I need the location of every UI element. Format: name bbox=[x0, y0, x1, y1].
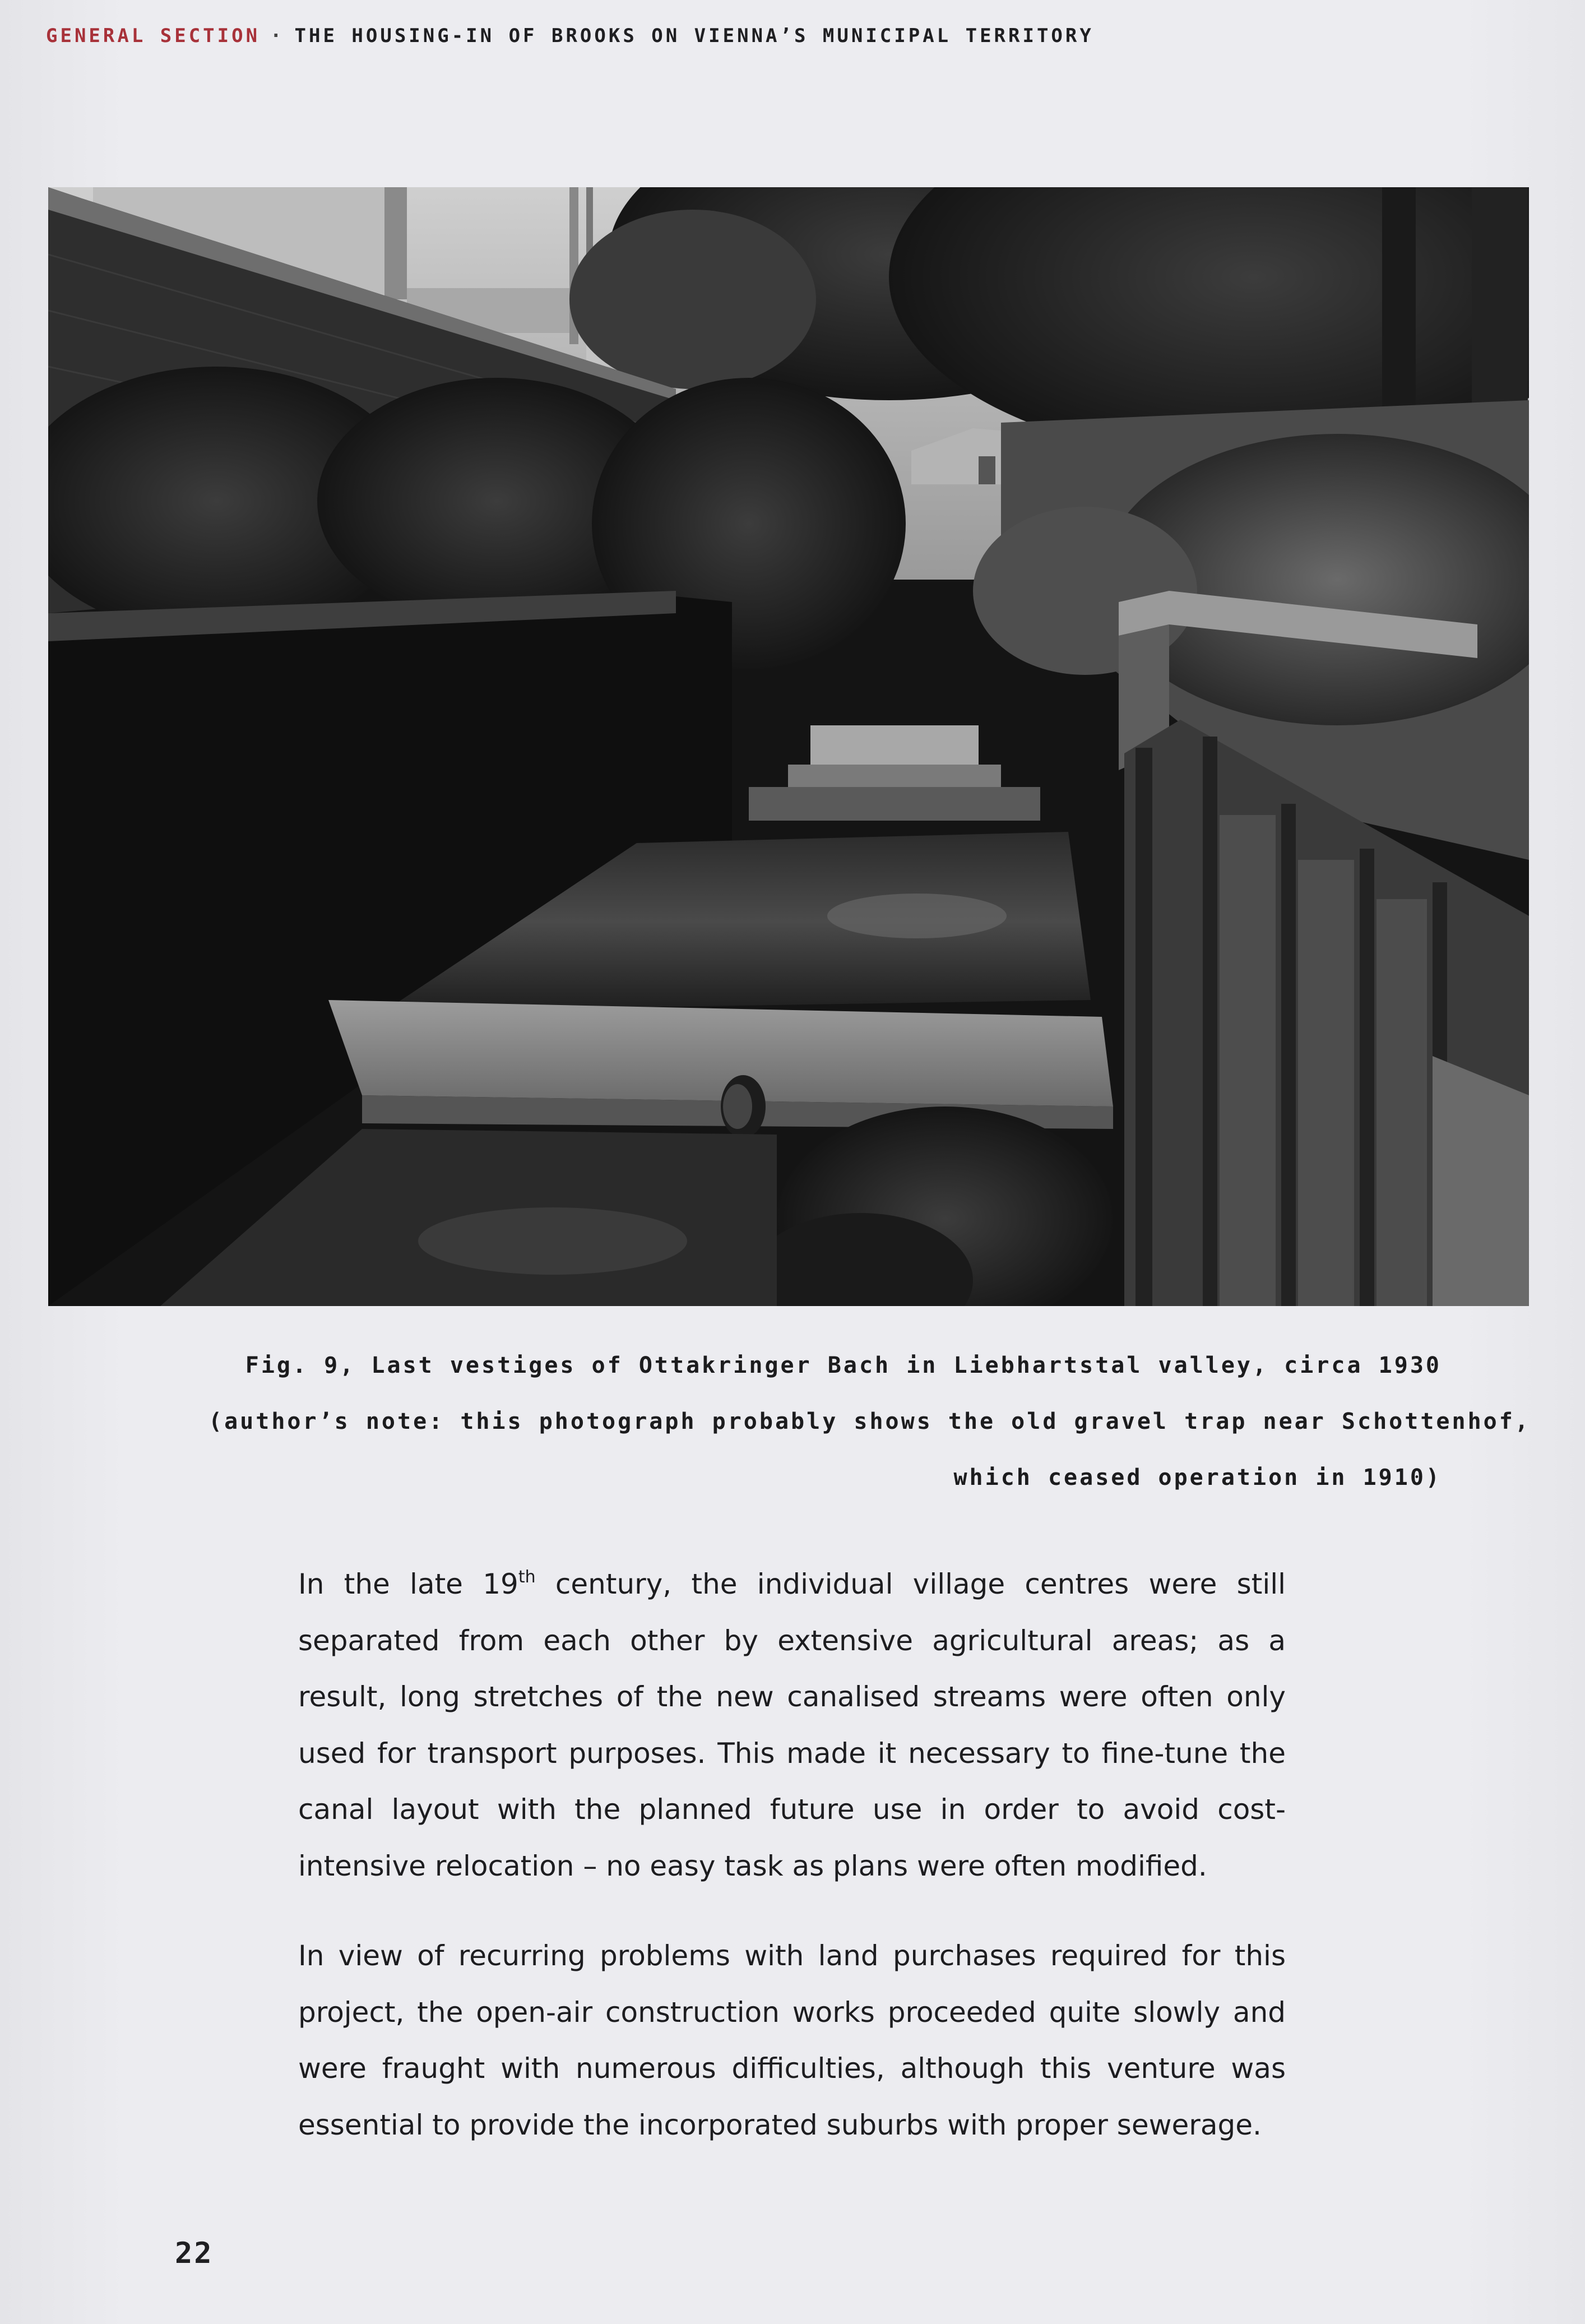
figure-caption bbox=[208, 1337, 1531, 1506]
caption-line: Fig. 9, Last vestiges of Ottakringer Bach in Liebhartstal valley, circa 1930 bbox=[245, 1353, 1442, 1378]
caption-line: which ceased operation in 1910) bbox=[953, 1465, 1442, 1490]
caption-line: (author’s note: this photograph probably shows the old gravel trap near Schottenhof, bbox=[208, 1409, 1531, 1434]
section-label: GENERAL SECTION bbox=[46, 25, 261, 47]
paragraph-text: In the late 19 bbox=[298, 1568, 518, 1600]
figure-photograph bbox=[48, 187, 1529, 1306]
superscript: th bbox=[518, 1567, 536, 1587]
paragraph bbox=[298, 1556, 1286, 1894]
chapter-title: THE HOUSING-IN OF BROOKS ON VIENNA’S MUNICIPAL TERRITORY bbox=[294, 25, 1094, 47]
paragraph-text: century, the individual village centres were still separated from each other by extensive agricultural areas; as a result, long stretches of the new canalised streams were often only used for transport purposes. This made it necessary to fine-tune the canal layout with the planned future use in order to avoid cost-intensive relocation – no easy task as plans were often modified. bbox=[298, 1568, 1286, 1882]
header-separator: · bbox=[270, 25, 285, 47]
running-header bbox=[46, 25, 1094, 47]
page-number: 22 bbox=[175, 2237, 214, 2270]
article-body bbox=[298, 1556, 1286, 2153]
paragraph: In view of recurring problems with land purchases required for this project, the open-air construction works proceeded quite slowly and were fraught with numerous difficulties, although this venture was essential to provide the incorporated suburbs with proper sewerage. bbox=[298, 1939, 1286, 2141]
